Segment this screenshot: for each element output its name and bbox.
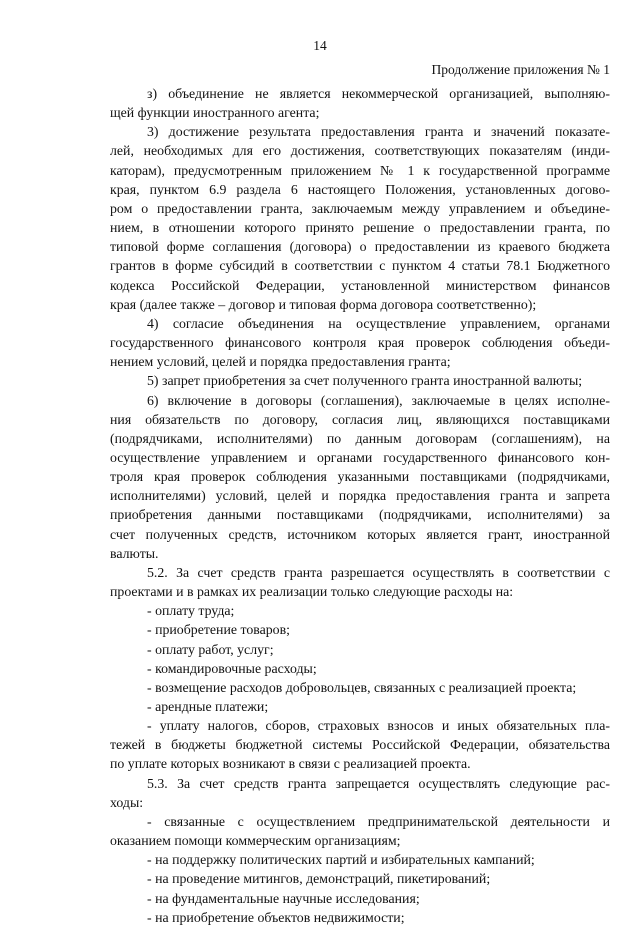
paragraph-p-5 [110, 371, 610, 390]
text-line: ходы: [110, 794, 144, 810]
text-line: грантов в форме субсидий в соответствии с пунктом 4 статьи 78.1 Бюджетного [110, 258, 610, 274]
page-number: 14 [313, 38, 327, 53]
text-line: каторам), предусмотренным приложением № 1 к государственной программе [110, 162, 610, 178]
text-line: 5.2. За счет средств гранта разрешается осуществлять в соответствии с [147, 564, 610, 580]
text-line: 4) согласие объединения на осуществление управлением, органами [147, 315, 610, 331]
text-line: - связанные с осуществлением предпринимательской деятельности и [147, 813, 610, 829]
text-line: нением условий, целей и порядка предоставления гранта; [110, 354, 451, 370]
text-line: 6) включение в договоры (соглашения), заключаемые в целях исполне- [147, 392, 610, 408]
paragraph-p-3z [110, 84, 610, 122]
paragraph-p-5-3-b [110, 850, 610, 869]
paragraph-p-5-3-e [110, 908, 610, 927]
text-line: лей, необходимых для его достижения, соответствующих показателям (инди- [110, 143, 610, 159]
appendix-continuation-note: Продолжение приложения № 1 [431, 62, 610, 77]
text-line: - арендные платежи; [147, 699, 269, 714]
paragraph-p-5-2-d [110, 659, 610, 678]
text-line: 5.3. За счет средств гранта запрещается осуществлять следующие рас- [147, 775, 610, 791]
paragraph-p-5-3-c [110, 869, 610, 888]
text-line: кодекса Российской Федерации, установленной министерством финансов [110, 277, 610, 293]
text-line: типовой форме соглашения (договора) о предоставлении из краевого бюджета [110, 239, 610, 255]
paragraph-p-3 [110, 122, 610, 314]
text-line: государственного финансового контроля края проверок соблюдения объеди- [110, 335, 610, 351]
text-line: - оплату работ, услуг; [147, 641, 274, 657]
text-line: - на поддержку политических партий и избирательных кампаний; [147, 852, 535, 868]
document-body [110, 84, 610, 927]
text-line: - уплату налогов, сборов, страховых взносов и иных обязательных пла- [147, 718, 610, 734]
paragraph-p-5-3-a [110, 812, 610, 850]
text-line: проектами и в рамках их реализации только следующие расходы на: [110, 584, 514, 600]
text-line: щей функции иностранного агента; [110, 105, 320, 121]
text-line: приобретения данными поставщиками (подрядчиками, исполнителями) за [110, 507, 610, 523]
text-line: счет полученных средств, источником которых является грант, иностранной [110, 526, 610, 542]
text-line: ния обязательств по договору, согласия лиц, являющихся поставщиками [110, 411, 610, 427]
text-line: по уплате которых возникают в связи с реализацией проекта. [110, 756, 471, 772]
text-line: нием, в отношении которого принято решение о предоставлении гранта, по [110, 220, 610, 236]
text-line: исполнителями) условий, целей и порядка предоставления гранта и запрета [110, 488, 610, 504]
text-line: 5) запрет приобретения за счет полученного гранта иностранной валюты; [147, 373, 583, 389]
text-line: - оплату труда; [147, 603, 235, 619]
text-line: - командировочные расходы; [147, 660, 317, 676]
paragraph-p-5-2-a [110, 601, 610, 620]
text-line: троля края проверок соблюдения указанными поставщиками (подрядчиками, [110, 469, 610, 485]
paragraph-p-5-2-b [110, 620, 610, 639]
paragraph-p-4 [110, 314, 610, 371]
paragraph-p-5-2-f [110, 697, 610, 716]
text-line: 3) достижение результата предоставления гранта и значений показате- [147, 124, 610, 140]
text-line: - приобретение товаров; [147, 622, 290, 638]
paragraph-p-5-2-c [110, 640, 610, 659]
text-line: ром о предоставлении гранта, заключаемым между управлением и объедине- [110, 200, 610, 216]
text-line: - на проведение митингов, демонстраций, пикетирований; [147, 871, 491, 887]
paragraph-p-6 [110, 391, 610, 563]
text-line: края, пунктом 6.9 раздела 6 настоящего Положения, установленных догово- [110, 181, 610, 197]
paragraph-p-5-2-e [110, 678, 610, 697]
text-line: осуществление управлением и органами государственного финансового кон- [110, 449, 610, 465]
text-line: з) объединение не является некоммерческой организацией, выполняю- [147, 86, 610, 101]
text-line: - на фундаментальные научные исследования; [147, 890, 420, 906]
text-line: оказанием помощи коммерческим организациям; [110, 833, 401, 849]
paragraph-p-5-3 [110, 774, 610, 812]
text-line: - на приобретение объектов недвижимости; [147, 909, 405, 925]
text-line: края (далее также – договор и типовая форма договора соответственно); [110, 296, 537, 312]
paragraph-p-5-2 [110, 563, 610, 601]
text-line: (подрядчиками, исполнителями) по данным договорам (соглашениям), на [110, 430, 610, 446]
text-line: валюты. [110, 545, 159, 561]
text-line: тежей в бюджеты бюджетной системы Российской Федерации, обязательства [110, 737, 610, 753]
text-line: - возмещение расходов добровольцев, связанных с реализацией проекта; [147, 679, 577, 695]
paragraph-p-5-2-g [110, 716, 610, 773]
